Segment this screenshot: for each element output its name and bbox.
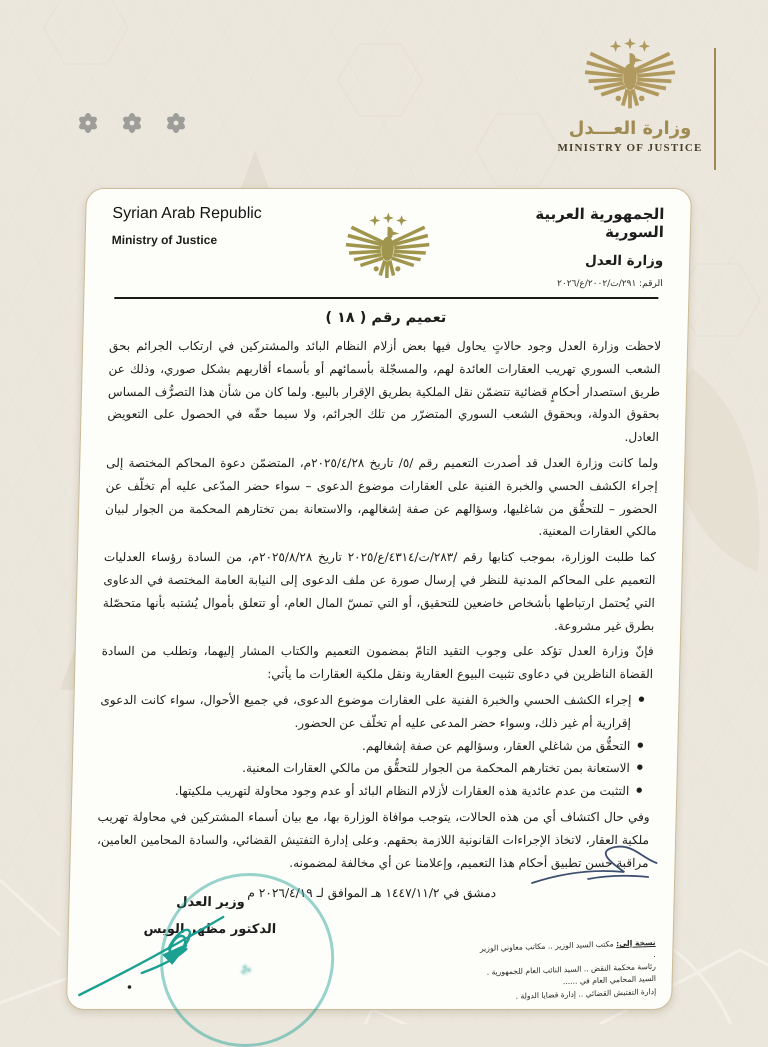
doc-reference-number: الرقم: ٢٩١/ت/٢٠٠٢/ع/٢٠٢٦ xyxy=(556,279,663,289)
document-card xyxy=(66,188,692,1010)
cc-label: نسخة إلى: xyxy=(616,938,656,949)
directive-item-2: ● التحقُّق من شاغلي العقار، وسؤالهم عن صفة إشغالهم. xyxy=(99,735,644,758)
stamp-smudge: ☘ xyxy=(237,961,255,982)
doc-country-arabic: الجمهورية العربية السورية xyxy=(535,205,665,241)
signatory-name: الدكتور مظهر الويس xyxy=(143,922,277,938)
document-body xyxy=(95,335,661,906)
signatory-title: وزير العدل xyxy=(176,895,245,910)
cc-line-3: السيد المحامي العام في ...... xyxy=(562,974,657,987)
date-line: دمشق في ١٤٤٧/١١/٢ هـ الموافق لـ ٢٠٢٦/٤/١٩ م xyxy=(247,886,497,901)
directive-item-4: ● التثبت من عدم عائدية هذه العقارات لأزلام النظام البائد أو عدم وجود محاولة لتهريب ملكيتها. xyxy=(98,780,643,803)
ministry-branding xyxy=(550,36,710,154)
document-letterhead xyxy=(111,205,665,289)
paragraph-3: كما طلبت الوزارة، بموجب كتابها رقم /٢٨٣/ت/٤٣١٤/ع/٢٠٢٥ تاريخ ٢٠٢٥/٨/٢٨م، من السادة رؤساء العدليات التعميم على المحاكم المدنية للنظر في إرسال صورة عن ملف الدعوى إلى النيابة العامة المختصة في الدعاوى التي يُحتمل ارتباطها بأشخاص خاضعين للتحقيق، أو التي تمسّ المال العام، أو تتعلق بأموال يُشتبه بأنها متحصّلة بطرق غير مشروعة. xyxy=(102,550,657,633)
doc-ministry-english: Ministry of Justice xyxy=(111,233,218,247)
header-rule xyxy=(114,297,658,299)
ministry-name-arabic: وزارة العـــدل xyxy=(568,118,692,139)
ministry-eagle-logo-icon xyxy=(576,36,684,114)
doc-ministry-arabic: وزارة العدل xyxy=(584,253,664,269)
paragraph-1: لاحظت وزارة العدل وجود حالاتٍ يحاول فيها بعض أزلام النظام البائد والمشتركين في ارتكاب الجرائم بحق الشعب السوري تهريب العقارات العائدة لهم، والمسجّلة بأسمائهم أو بأسماء أقاربهم بشكل صوري، وذلك عن طريق استصدار أحكامٍ قضائية تتضمّن نقل الملكية بطريق الإقرار بالبيع. ولما كان من شأن هذا التصرُّف المساس بحقوق الدولة، وبحقوق الشعب السوري المتضرّر من تلك الجرائم، ولا سيما حقّه في الحصول على التعويض العادل. xyxy=(107,339,662,445)
paragraph-2: ولما كانت وزارة العدل قد أصدرت التعميم رقم /٥/ تاريخ ٢٠٢٥/٤/٢٨م، المتضمّن دعوة المحاكم المختصة إلى إجراء الكشف الحسي والخبرة الفنية على العقارات موضوع الدعوى – سواء حضر المدّعى عليه أم تخلّف عن الحضور – للتحقُّق من شاغليها، وسؤالهم عن صفة إشغالهم، والاستعانة بمن تختارهم المحكمة من الجوار لبيان مالكي العقارات المعنية. xyxy=(104,455,659,539)
paragraph-4: فإنّ وزارة العدل تؤكد على وجوب التقيد التامّ بمضمون التعميم والكتاب المشار إليهما، وتطلب من السادة القضاة الناظرين في دعاوى تثبيت البيوع العقارية ونقل ملكية العقارات ما يأتي: xyxy=(101,644,654,682)
secondary-signature-scribble xyxy=(528,837,670,899)
cc-line-1-text: مكتب السيد الوزير .. مكاتب معاوني الوزير . xyxy=(479,939,656,960)
directive-item-1: ● إجراء الكشف الحسي والخبرة الفنية على العقارات موضوع الدعوى، في جميع الأحوال، سواء كانت الدعوى إقرارية أم غير ذلك، وسواء حضر المدعى عليه أم تخلّف عن الحضور. xyxy=(100,689,645,735)
cc-line-2: رئاسة محكمة النقض .. السيد النائب العام للجمهورية . xyxy=(486,962,656,978)
directives-list xyxy=(98,689,645,803)
closing-paragraph: وفي حال اكتشاف أي من هذه الحالات، يتوجب موافاة الوزارة بها، مع بيان أسماء المشتركين في محاولة تهريب ملكية العقار، لاتخاذ الإجراءات القانونية اللازمة بحقهم. وعلى إدارة التفتيش القضائي، والسادة المحامين العامين، مراقبة حسن تطبيق أحكام هذا التعميم، وإعلامنا عن أي مخالفة لمضمونه. xyxy=(96,809,650,870)
doc-country-english: Syrian Arab Republic xyxy=(112,205,263,222)
brand-divider-line xyxy=(714,48,716,170)
cc-block xyxy=(478,937,657,1004)
doc-eagle-emblem-icon xyxy=(337,207,439,289)
ministry-name-english: MINISTRY OF JUSTICE xyxy=(557,142,703,154)
directive-item-3: ● الاستعانة بمن تختارهم المحكمة من الجوار للتحقُّق من مالكي العقارات المعنية. xyxy=(99,757,644,780)
minister-signature-scribble xyxy=(71,877,314,1007)
cc-line-4: إدارة التفتيش القضائي .. إدارة قضايا الدولة . xyxy=(515,986,657,1001)
flowers-decoration-icon xyxy=(66,100,198,146)
circular-title: تعميم رقم ( ١٨ ) xyxy=(325,310,447,326)
